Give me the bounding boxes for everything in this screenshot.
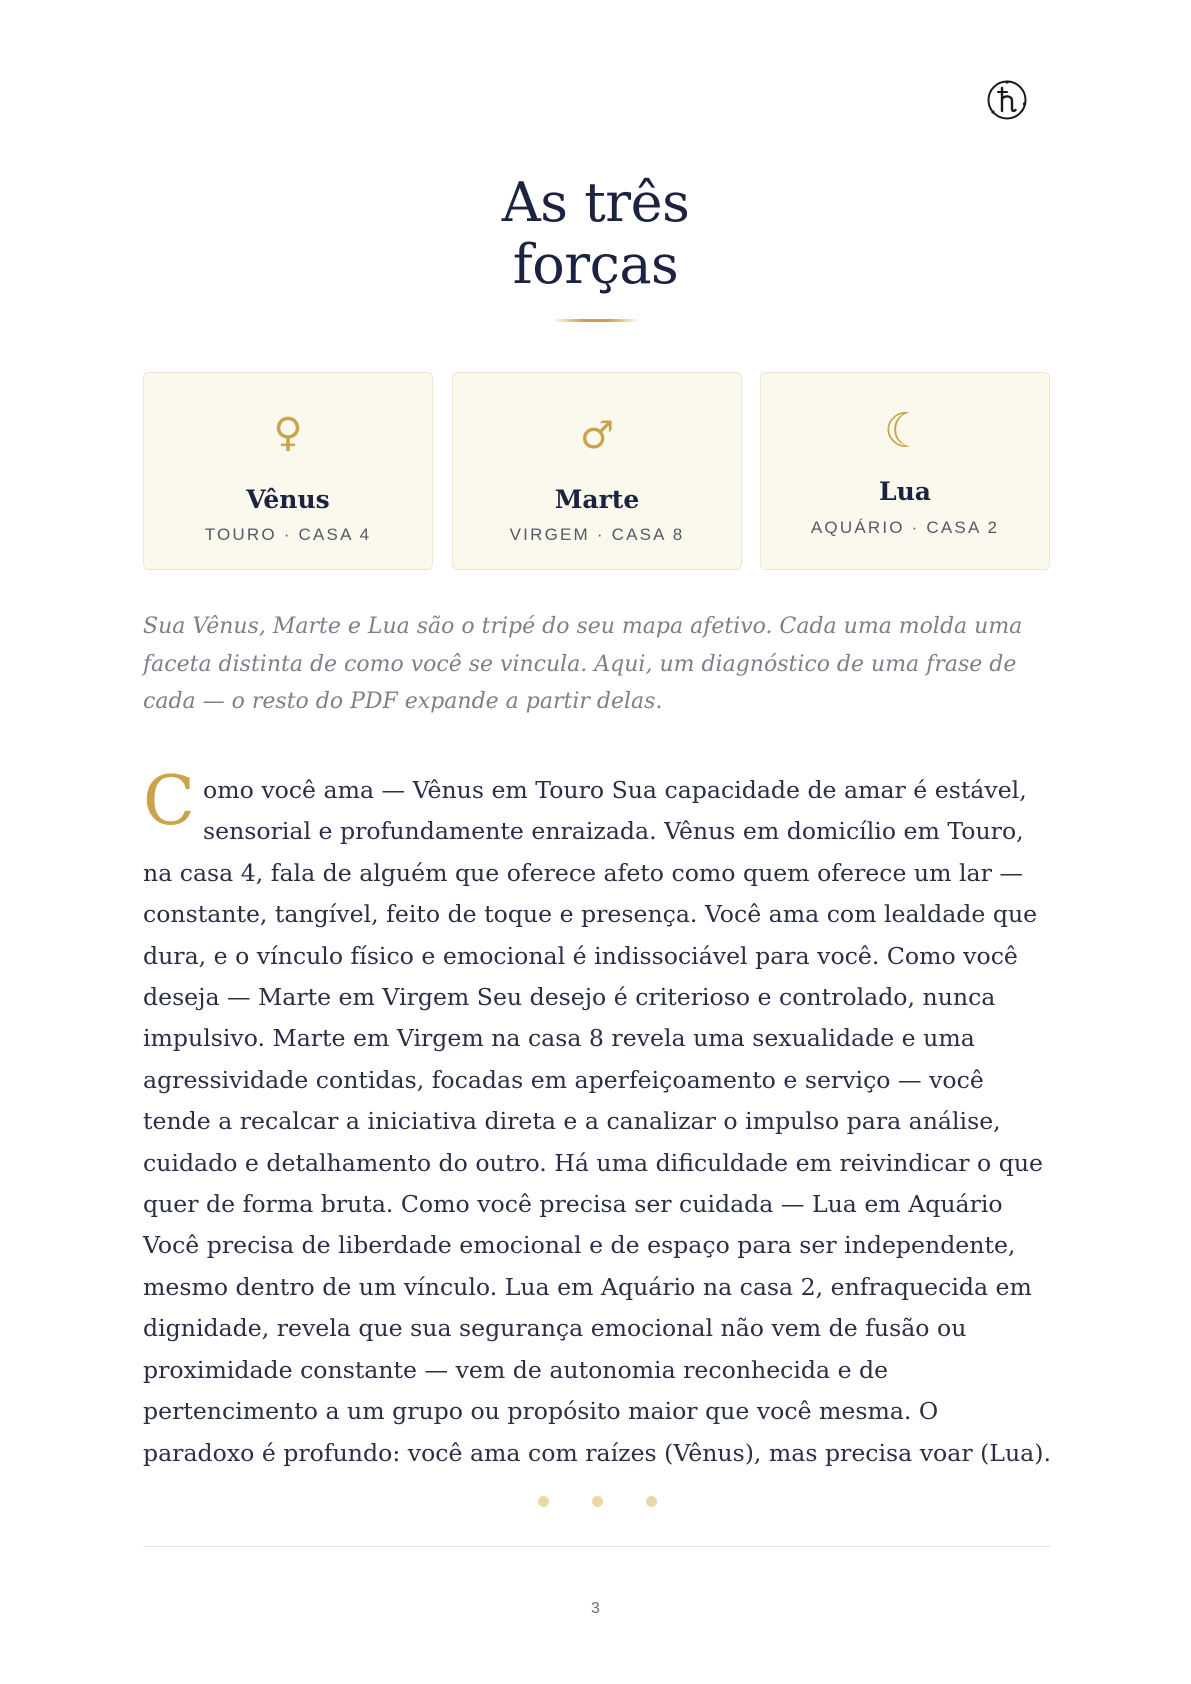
mars-icon: ♂ xyxy=(579,413,615,457)
page-title xyxy=(0,172,1191,296)
drop-cap: C xyxy=(143,762,196,841)
ornament-dot xyxy=(592,1496,603,1507)
card-moon xyxy=(760,372,1050,570)
ornament-dot xyxy=(538,1496,549,1507)
card-mars-name: Marte xyxy=(554,485,640,514)
monogram-logo-icon xyxy=(985,78,1029,122)
title-line-2: forças xyxy=(512,233,679,296)
planet-cards xyxy=(143,372,1050,572)
ornament-dot xyxy=(646,1496,657,1507)
venus-icon: ♀ xyxy=(273,410,303,456)
card-venus-detail: TOURO · CASA 4 xyxy=(204,525,372,544)
card-mars xyxy=(452,372,742,570)
moon-icon: ☾ xyxy=(883,403,927,459)
intro-paragraph: Sua Vênus, Marte e Lua são o tripé do seu mapa afetivo. Cada uma molda uma faceta distinta de como você se vincula. Aqui, um diagnóstico de uma frase de cada — o resto do PDF expande a partir delas. xyxy=(143,614,1023,714)
title-divider xyxy=(552,319,640,322)
section-ornament xyxy=(533,1496,663,1510)
page-number: 3 xyxy=(591,1600,600,1617)
card-moon-name: Lua xyxy=(879,477,931,506)
body-text: omo você ama — Vênus em Touro Sua capacidade de amar é estável, sensorial e profundamente enraizada. Vênus em domicílio em Touro, na casa 4, fala de alguém que oferece afeto como quem oferece um lar — constante, tangível, feito de toque e presença. Você ama com lealdade que dura, e o vínculo físico e emocional é indissociável para você. Como você deseja — Marte em Virgem Seu desejo é criterioso e controlado, nunca impulsivo. Marte em Virgem na casa 8 revela uma sexualidade e uma agressividade contidas, focadas em aperfeiçoamento e serviço — você tende a recalcar a iniciativa direta e a canalizar o impulso para análise, cuidado e detalhamento do outro. Há uma dificuldade em reivindicar o que quer de forma bruta. Como você precisa ser cuidada — Lua em Aquário Você precisa de liberdade emocional e de espaço para ser independente, mesmo dentro de um vínculo. Lua em Aquário na casa 2, enfraquecida em dignidade, revela que sua segurança emocional não vem de fusão ou proximidade constante — vem de autonomia reconhecida e de pertencimento a um grupo ou propósito maior que você mesma. O paradoxo é profundo: você ama com raízes (Vênus), mas precisa voar (Lua). xyxy=(143,776,1051,1467)
card-moon-detail: AQUÁRIO · CASA 2 xyxy=(810,518,1000,537)
title-line-1: As três xyxy=(501,171,690,234)
card-mars-detail: VIRGEM · CASA 8 xyxy=(509,525,685,544)
card-venus-name: Vênus xyxy=(246,485,330,514)
body-paragraph xyxy=(143,762,1055,1474)
footer-divider xyxy=(143,1546,1050,1547)
card-venus xyxy=(143,372,433,570)
